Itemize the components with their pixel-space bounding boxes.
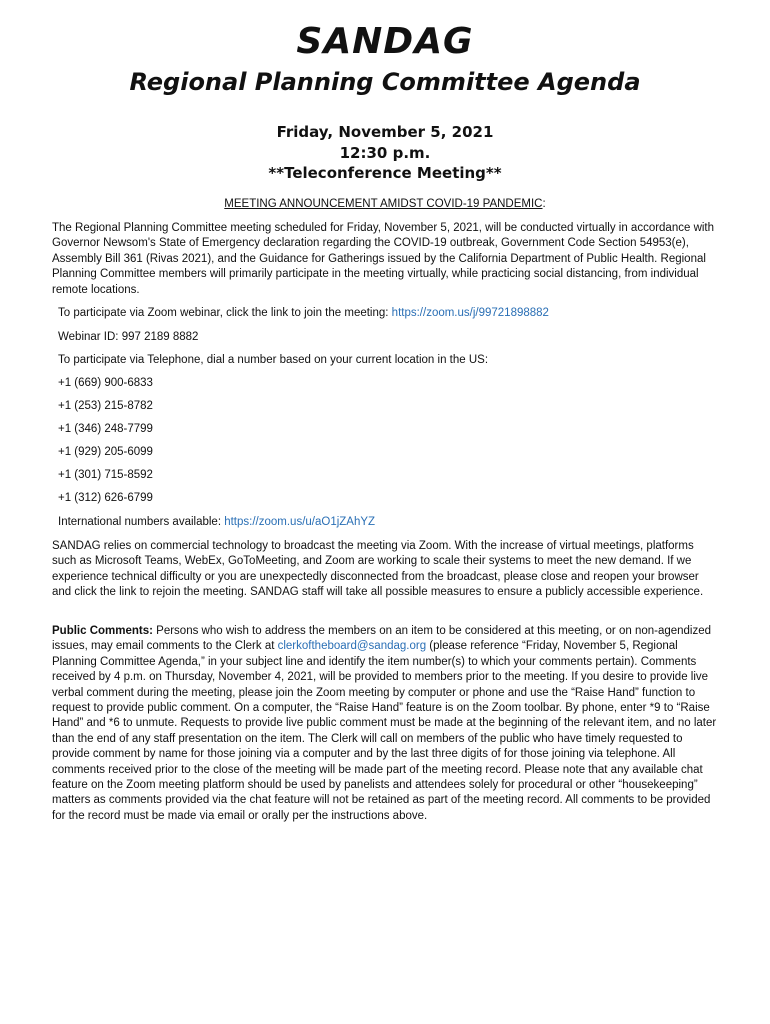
- announcement-heading: [0, 196, 770, 212]
- zoom-webinar-line: [58, 305, 718, 321]
- intl-numbers-text: International numbers available:: [58, 516, 225, 528]
- meeting-time: 12:30 p.m.: [339, 143, 431, 162]
- phone-number: +1 (346) 248-7799: [58, 423, 153, 435]
- zoom-webinar-text: To participate via Zoom webinar, click the link to join the meeting:: [58, 307, 392, 319]
- phone-intro: To participate via Telephone, dial a number based on your current location in the US:: [58, 354, 489, 366]
- public-comments-label: Public Comments:: [52, 625, 153, 637]
- meeting-meta: [0, 122, 770, 184]
- phone-number: +1 (929) 205-6099: [58, 446, 153, 458]
- zoom-webinar-link[interactable]: https://zoom.us/j/99721898882: [391, 307, 549, 319]
- clerk-email-link[interactable]: clerkoftheboard@sandag.org: [277, 640, 427, 653]
- announcement-heading-text: MEETING ANNOUNCEMENT AMIDST COVID-19 PANDEMIC: [224, 198, 543, 210]
- meeting-date: Friday, November 5, 2021: [276, 123, 494, 141]
- technology-notice: SANDAG relies on commercial technology to broadcast the meeting via Zoom. With the increase of virtual meetings, platforms such as Microsoft Teams, WebEx, GoToMeeting, and Zoom are working to scale their systems to meet the new demand. If we experience technical difficulty or you are unexpectedly disconnected from the broadcast, please close and reopen your browser and click the link to rejoin the meeting. SANDAG staff will take all possible measures to ensure a publicly accessible experience.: [52, 540, 704, 599]
- intl-numbers-line: [58, 514, 718, 530]
- intl-numbers-link[interactable]: https://zoom.us/u/aO1jZAhYZ: [224, 516, 376, 528]
- announcement-heading-colon: :: [542, 198, 546, 210]
- public-comments-text-b: (please reference “Friday, November 5, Regional Planning Committee Agenda,” in your subject line and identify the item number(s) to which your comments pertain). Comments received by 4 p.m. on Thursday, November 4, 2021, will be provided to members prior to the meeting. If you desire to provide live verbal comment during the meeting, please join the Zoom meeting by computer or phone and use the “Raise Hand” function to request to provide public comment. On a computer, the “Raise Hand” feature is on the Zoom toolbar. By phone, enter *9 to “Raise Hand” and *6 to unmute. Requests to provide live public comment must be made at the beginning of the relevant item, and no later than the end of any staff presentation on the item. The Clerk will call on members of the public who have timely requested to provide comment by name for those joining via a computer and by the last three digits of for those joining via telephone. All comments received prior to the close of the meeting will be made part of the meeting record. Please note that any available chat feature on the Zoom meeting platform should be used by panelists and attendees solely for procedural or other “housekeeping” matters as comments provided via the chat feature will not be retained as part of the meeting record. All comments to be provided for the record must be made via email or orally per the instructions above.: [52, 640, 717, 822]
- phone-number: +1 (312) 626-6799: [58, 492, 153, 504]
- page-title: Regional Planning Committee Agenda: [129, 68, 641, 96]
- public-comments-text-a: Persons who wish to address the members on an item to be considered at this meeting, or on non-agendized issues, may email comments to the Clerk at: [52, 625, 712, 653]
- phone-number: +1 (669) 900-6833: [58, 377, 153, 389]
- sandag-logo: SANDAG: [296, 21, 474, 62]
- announcement-body: The Regional Planning Committee meeting scheduled for Friday, November 5, 2021, will be conducted virtually in accordance with Governor Newsom's State of Emergency declaration regarding the COVID-19 outbreak, Government Code Section 54953(e), Assembly Bill 361 (Rivas 2021), and the Guidance for Gatherings issued by the California Department of Public Health. Regional Planning Committee members will primarily participate in the meeting virtually, while practicing social distancing, from individual remote locations.: [52, 222, 715, 296]
- public-comments: [52, 624, 720, 824]
- meeting-type: **Teleconference Meeting**: [268, 164, 502, 182]
- phone-number: +1 (253) 215-8782: [58, 400, 153, 412]
- phone-number: +1 (301) 715-8592: [58, 469, 153, 481]
- webinar-id: Webinar ID: 997 2189 8882: [58, 331, 199, 343]
